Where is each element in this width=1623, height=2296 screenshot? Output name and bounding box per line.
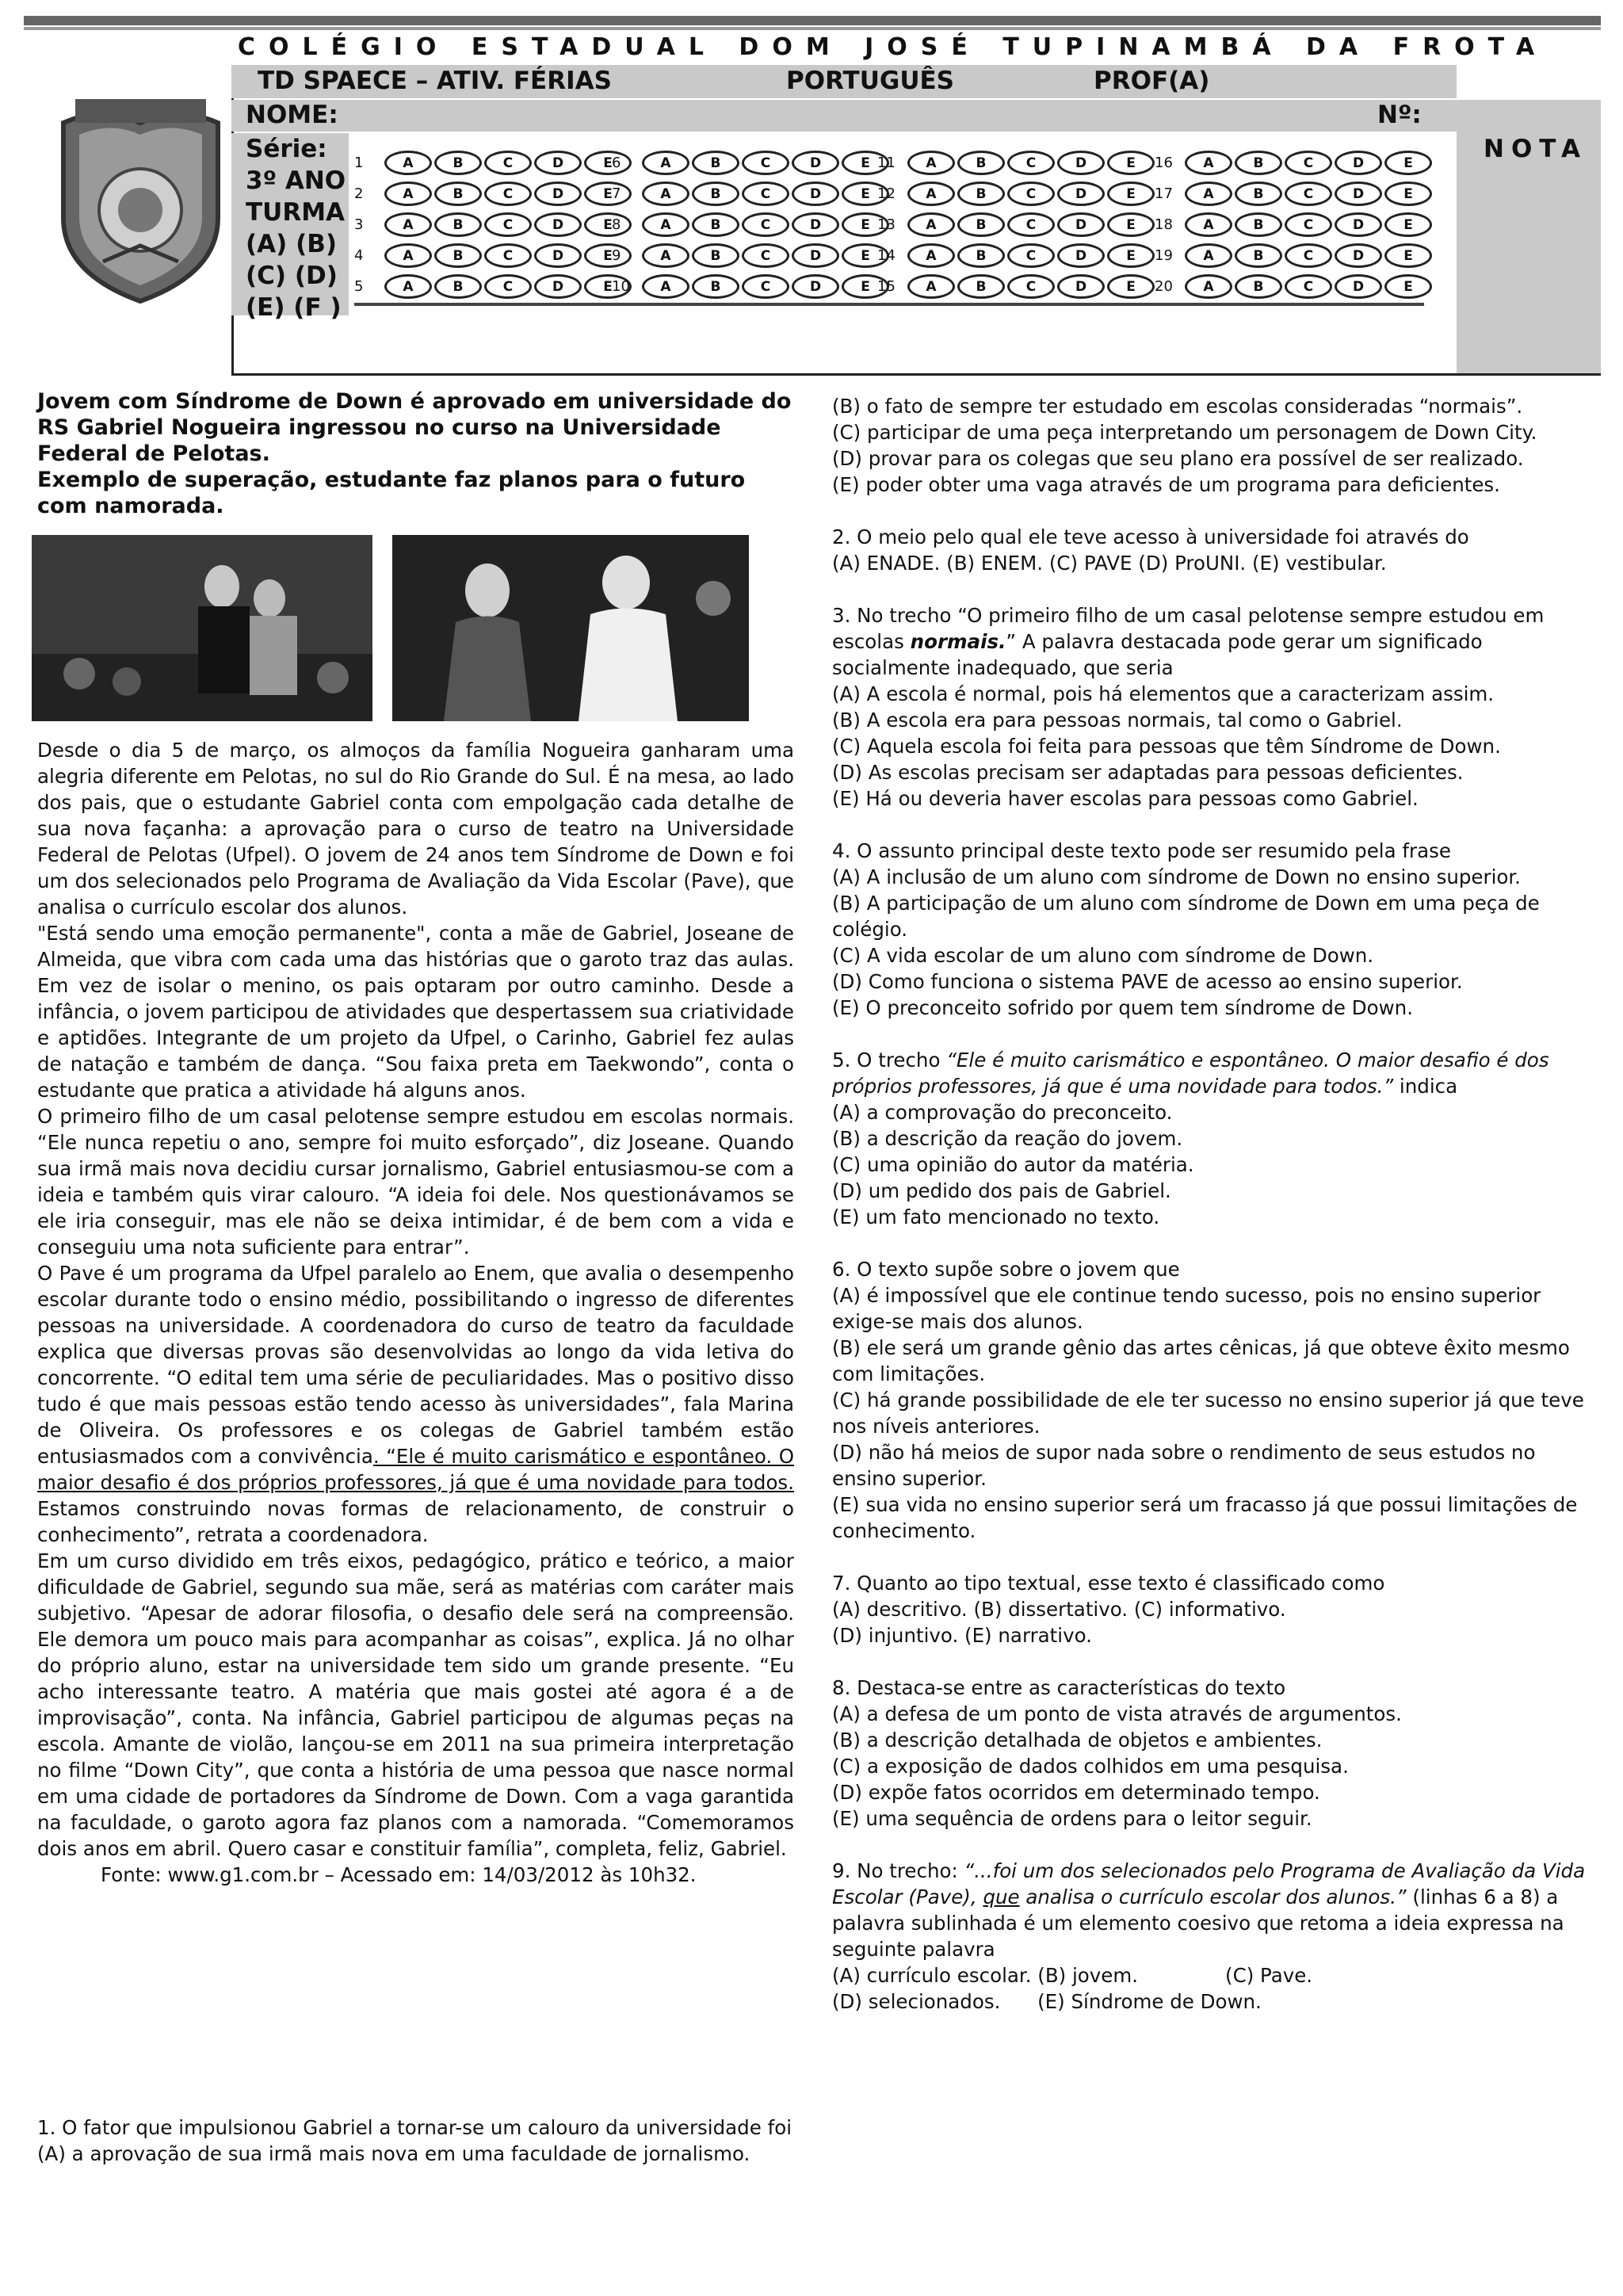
answer-bubble[interactable]: C	[1007, 243, 1055, 268]
answer-number: 17	[1155, 185, 1173, 202]
answer-column	[877, 147, 1157, 302]
answer-bubble[interactable]: D	[792, 181, 839, 206]
answer-row	[877, 209, 1157, 240]
question-option: (E) um fato mencionado no texto.	[832, 1205, 1160, 1228]
answer-bubble[interactable]: D	[1057, 243, 1105, 268]
answer-number: 20	[1155, 278, 1173, 295]
highlighted-word: normais.	[910, 630, 1006, 653]
question-text: (linhas 6 a 8) a palavra sublinhada é um elemento coesivo que retoma a ideia expressa na seguinte palavra	[832, 1885, 1564, 1961]
answer-bubble[interactable]: C	[1007, 212, 1055, 237]
grade-label: NOTA	[1484, 135, 1588, 163]
article-body	[37, 737, 794, 1888]
top-rule-thin	[24, 27, 1601, 30]
article-paragraph	[37, 1260, 794, 1548]
answer-bubble[interactable]: C	[1285, 274, 1332, 299]
answer-bubble[interactable]: D	[1335, 151, 1382, 175]
answer-bubble[interactable]: A	[907, 212, 955, 237]
answer-bubble[interactable]: E	[1107, 274, 1155, 299]
answer-bubble[interactable]: C	[742, 274, 789, 299]
answer-bubble[interactable]: A	[907, 243, 955, 268]
grade-line: TURMA	[246, 198, 346, 227]
answer-bubble[interactable]: D	[1335, 212, 1382, 237]
answer-row	[1155, 209, 1434, 240]
answer-bubble[interactable]: D	[534, 243, 582, 268]
grade-line: (E) (F )	[246, 293, 342, 322]
answer-bubble[interactable]: E	[1384, 181, 1432, 206]
answer-number: 3	[354, 216, 364, 233]
answer-number: 11	[877, 155, 896, 171]
article-source: Fonte: www.g1.com.br – Acessado em: 14/03/2012 às 10h32.	[101, 1863, 697, 1886]
answer-bubble[interactable]: A	[1185, 151, 1232, 175]
answer-bubble[interactable]: D	[792, 274, 839, 299]
article-headline: Jovem com Síndrome de Down é aprovado em universidade do RS Gabriel Nogueira ingressou no curso na Universidade Federal de Pelotas.	[37, 389, 792, 466]
answer-bubble[interactable]: E	[842, 243, 889, 268]
subject-label: PORTUGUÊS	[786, 67, 954, 95]
photo-celebration	[392, 535, 749, 721]
question-option: (C) a exposição de dados colhidos em uma pesquisa.	[832, 1755, 1349, 1778]
answer-number: 8	[612, 216, 621, 233]
question-option: (D) expõe fatos ocorridos em determinado tempo.	[832, 1781, 1320, 1804]
grade-box	[1457, 100, 1601, 373]
answer-bubble[interactable]: A	[642, 212, 689, 237]
answer-bubble[interactable]: D	[1057, 212, 1105, 237]
answer-bubble[interactable]: A	[384, 274, 432, 299]
question-stem	[832, 1858, 1589, 1962]
answer-bubble[interactable]: D	[1335, 274, 1382, 299]
answer-bubble[interactable]: B	[434, 274, 482, 299]
name-row	[231, 100, 1601, 132]
article-paragraph: O primeiro filho de um casal pelotense sempre estudou em escolas normais. “Ele nunca repetiu o ano, sempre foi muito esforçado”, diz Joseane. Quando sua irmã mais nova decidiu cursar jornalismo, Gabriel entusiasmou-se com a ideia e também quis virar calouro. “A ideia foi dele. Nos questionávamos se ele iria conseguir, mas ele não se deixa intimidar, é de bem com a vida e conseguiu uma nota suficiente para entrar”.	[37, 1105, 794, 1259]
question-option: (A) ENADE. (B) ENEM. (C) PAVE (D) ProUNI. (E) vestibular.	[832, 552, 1387, 575]
answer-row	[354, 271, 634, 302]
answer-bubble[interactable]: A	[1185, 243, 1232, 268]
answer-row	[354, 240, 634, 271]
answer-number: 19	[1155, 247, 1173, 264]
grade-class-box	[231, 133, 349, 322]
answer-row	[612, 240, 892, 271]
question-option: (C) uma opinião do autor da matéria.	[832, 1153, 1194, 1176]
grade-line: (C) (D)	[246, 262, 338, 290]
question-stem: 8. Destaca-se entre as características do texto	[832, 1676, 1286, 1699]
question-option: (A) A escola é normal, pois há elementos que a caracterizam assim.	[832, 682, 1495, 705]
answer-column	[1155, 147, 1434, 302]
answer-row	[1155, 240, 1434, 271]
answer-bubble[interactable]: E	[584, 274, 632, 299]
answer-bubble[interactable]: B	[957, 212, 1005, 237]
answer-row	[1155, 178, 1434, 209]
answer-bubble[interactable]: B	[957, 181, 1005, 206]
answer-bubble[interactable]: B	[692, 151, 739, 175]
answer-bubble[interactable]: B	[1235, 274, 1282, 299]
question-option: (B) ele será um grande gênio das artes cênicas, já que obteve êxito mesmo com limitações.	[832, 1336, 1570, 1385]
article-paragraph: Desde o dia 5 de março, os almoços da família Nogueira ganharam uma alegria diferente em Pelotas, no sul do Rio Grande do Sul. É na mesa, ao lado dos pais, que o estudante Gabriel conta com empolgação cada detalhe de sua nova façanha: a aprovação para o curso de teatro na Universidade Federal de Pelotas (Ufpel). O jovem de 24 anos tem Síndrome de Down e foi um dos selecionados pelo Programa de Avaliação da Vida Escolar (Pave), que analisa o currículo escolar dos alunos.	[37, 739, 794, 919]
question-option: (E) O preconceito sofrido por quem tem síndrome de Down.	[832, 996, 1413, 1019]
answer-bubble[interactable]: D	[1057, 181, 1105, 206]
answer-bubble[interactable]: A	[642, 274, 689, 299]
question-text: 3. No trecho “O primeiro filho de um casal pelotense sempre estudou em escolas	[832, 604, 1545, 653]
answer-number: 18	[1155, 216, 1173, 233]
answer-bubble[interactable]: A	[642, 181, 689, 206]
grade-line: (A) (B)	[246, 230, 338, 258]
answer-row	[612, 178, 892, 209]
answer-bubble[interactable]: E	[1107, 243, 1155, 268]
answer-bubble[interactable]: C	[484, 274, 532, 299]
answer-bubble[interactable]: B	[434, 151, 482, 175]
answer-number: 2	[354, 185, 364, 202]
article-heading	[37, 388, 798, 519]
question-option	[832, 1962, 1589, 1988]
answer-bubble[interactable]: C	[1285, 181, 1332, 206]
answer-bubble[interactable]: B	[957, 151, 1005, 175]
answer-bubble[interactable]: E	[842, 212, 889, 237]
answer-bubble[interactable]: D	[534, 181, 582, 206]
answer-bubble[interactable]: B	[434, 181, 482, 206]
question-stem: 7. Quanto ao tipo textual, esse texto é classificado como	[832, 1572, 1385, 1595]
question-stem	[832, 1047, 1589, 1099]
question-option: (D) não há meios de supor nada sobre o rendimento de seus estudos no ensino superior.	[832, 1441, 1536, 1490]
quoted-excerpt: “Ele é muito carismático e espontâneo. O maior desafio é dos próprios professores, já que é uma novidade para todos.”	[832, 1049, 1549, 1098]
school-crest-icon	[55, 99, 226, 305]
question-option: (D) As escolas precisam ser adaptadas para pessoas deficientes.	[832, 761, 1464, 784]
answer-bubble[interactable]: A	[907, 274, 955, 299]
answer-bubble[interactable]: E	[584, 151, 632, 175]
question-stem: 6. O texto supõe sobre o jovem que	[832, 1258, 1180, 1281]
answer-bubble[interactable]: D	[1057, 274, 1105, 299]
answer-bubble[interactable]: B	[692, 212, 739, 237]
answer-bubble[interactable]: B	[692, 243, 739, 268]
article-text: Estamos construindo novas formas de relacionamento, de construir o conhecimento”, retrata a coordenadora.	[37, 1497, 794, 1546]
answer-row	[1155, 271, 1434, 302]
answer-bubble[interactable]: C	[484, 243, 532, 268]
question-stem	[832, 602, 1589, 681]
answer-number: 9	[612, 247, 621, 264]
answer-bubble[interactable]: C	[484, 181, 532, 206]
answer-number: 5	[354, 278, 364, 295]
answer-bubble[interactable]: C	[1285, 243, 1332, 268]
question-option: (C) Aquela escola foi feita para pessoas que têm Síndrome de Down.	[832, 735, 1501, 758]
question-option: (A) a aprovação de sua irmã mais nova em uma faculdade de jornalismo.	[37, 2142, 750, 2165]
quoted-excerpt: “...foi um dos selecionados pelo Programa de Avaliação da Vida Escolar (Pave),	[832, 1859, 1586, 1908]
article-paragraph: Em um curso dividido em três eixos, pedagógico, prático e teórico, a maior dificuldade de Gabriel, segundo sua mãe, será as matérias com caráter mais subjetivo. “Apesar de adorar filosofia, o desafio dele será na compreensão. Ele demora um pouco mais para acompanhar as coisas”, explica. Já no olhar do próprio aluno, estar na universidade tem sido um grande presente. “Eu acho interessante teatro. A matéria que mais gostei até agora é a de improvisação”, conta. Na infância, Gabriel participou de algumas peças na escola. Amante de violão, lançou-se em 2011 na sua primeira interpretação no filme “Down City”, que conta a história de uma pessoa que nasce normal em uma cidade de portadores da Síndrome de Down. Com a vaga garantida na faculdade, o garoto agora faz planos com a namorada. “Comemoramos dois anos em abril. Quero casar e constituir família”, completa, feliz, Gabriel.	[37, 1549, 794, 1860]
activity-row	[231, 65, 1457, 98]
answer-number: 1	[354, 155, 364, 171]
answer-bubble[interactable]: C	[1285, 212, 1332, 237]
answer-number: 15	[877, 278, 896, 295]
answer-bubble[interactable]: E	[1384, 274, 1432, 299]
answer-bubble[interactable]: D	[534, 151, 582, 175]
answer-number: 4	[354, 247, 364, 264]
question-text: ” A palavra destacada pode gerar um significado socialmente inadequado, que seria	[832, 630, 1483, 679]
answer-number: 10	[612, 278, 630, 295]
answer-row	[354, 209, 634, 240]
answer-bubble[interactable]: A	[1185, 212, 1232, 237]
answer-bubble[interactable]: C	[742, 151, 789, 175]
answer-row	[612, 209, 892, 240]
answer-bubble[interactable]: B	[1235, 212, 1282, 237]
question-option: (B) A escola era para pessoas normais, tal como o Gabriel.	[832, 709, 1403, 732]
name-label: NOME:	[246, 101, 338, 129]
question-option: (E) sua vida no ensino superior será um fracasso já que possui limitações de conhecimento.	[832, 1493, 1578, 1542]
answer-bubble[interactable]: C	[1285, 151, 1332, 175]
answer-row	[354, 178, 634, 209]
answer-bubble[interactable]: E	[1107, 181, 1155, 206]
answer-bubble[interactable]: A	[1185, 181, 1232, 206]
answer-bubble[interactable]: B	[1235, 181, 1282, 206]
answer-bubble[interactable]: D	[1335, 181, 1382, 206]
article-subheadline: Exemplo de superação, estudante faz planos para o futuro com namorada.	[37, 468, 746, 518]
answer-row	[612, 147, 892, 178]
quoted-excerpt: analisa o currículo escolar dos alunos.”	[1019, 1885, 1407, 1908]
question-stem: 4. O assunto principal deste texto pode ser resumido pela frase	[832, 839, 1451, 862]
answer-bubble[interactable]: D	[1335, 243, 1382, 268]
answer-bubble[interactable]: B	[957, 243, 1005, 268]
answer-bubble[interactable]: E	[1107, 151, 1155, 175]
answer-bubble[interactable]: E	[584, 243, 632, 268]
school-name: COLÉGIO ESTADUAL DOM JOSÉ TUPINAMBÁ DA FROTA	[238, 33, 1549, 61]
answer-bubble[interactable]: D	[792, 243, 839, 268]
answer-column	[612, 147, 892, 302]
answer-bubble[interactable]: C	[484, 212, 532, 237]
answer-bubble[interactable]: A	[384, 212, 432, 237]
question-option: (B) A participação de um aluno com síndrome de Down em uma peça de colégio.	[832, 892, 1540, 941]
answer-column	[354, 147, 634, 302]
answer-number: 14	[877, 247, 896, 264]
answer-bubble[interactable]: D	[534, 212, 582, 237]
answer-bubble[interactable]: E	[842, 274, 889, 299]
answer-bubble[interactable]: E	[584, 181, 632, 206]
answer-number: 16	[1155, 155, 1173, 171]
question-option: (B) o fato de sempre ter estudado em escolas consideradas “normais”.	[832, 395, 1523, 418]
answer-bubble[interactable]: C	[484, 151, 532, 175]
answer-bubble[interactable]: A	[1185, 274, 1232, 299]
question-option: (E) Há ou deveria haver escolas para pessoas como Gabriel.	[832, 787, 1419, 810]
answer-row	[877, 178, 1157, 209]
answer-number: 12	[877, 185, 896, 202]
answer-bubble[interactable]: C	[742, 181, 789, 206]
answer-number: 6	[612, 155, 621, 171]
answer-bubble[interactable]: A	[384, 243, 432, 268]
question-option: (A) é impossível que ele continue tendo sucesso, pois no ensino superior exige-se mais dos alunos.	[832, 1284, 1541, 1333]
question-option: (B) a descrição detalhada de objetos e ambientes.	[832, 1729, 1323, 1752]
answer-bubble[interactable]: E	[842, 181, 889, 206]
answer-sheet	[354, 147, 1424, 306]
answer-bubble[interactable]: B	[957, 274, 1005, 299]
question-1	[37, 2115, 794, 2167]
activity-label: TD SPAECE – ATIV. FÉRIAS	[258, 67, 612, 95]
answer-bubble[interactable]: E	[1107, 212, 1155, 237]
answer-bubble[interactable]: D	[534, 274, 582, 299]
question-option: (A) a defesa de um ponto de vista através de argumentos.	[832, 1702, 1402, 1725]
article-text: O Pave é um programa da Ufpel paralelo ao Enem, que avalia o desempenho escolar durante todo o ensino médio, possibilitando o ingresso de diferentes pessoas na universidade. A coordenadora do curso de teatro da faculdade explica que diversas provas são desenvolvidas ao longo da vida letiva do concorrente. “O edital tem uma série de peculiaridades. Mas o positivo disso tudo é que mais pessoas estão tendo acesso às universidades”, fala Marina de Oliveira. Os professores e os colegas de Gabriel também estão entusiasmados com a convivência	[37, 1262, 794, 1468]
answer-bubble[interactable]: E	[1384, 151, 1432, 175]
article-paragraph: "Está sendo uma emoção permanente", conta a mãe de Gabriel, Joseane de Almeida, que vibra com cada uma das histórias que o garoto traz das aulas. Em vez de isolar o menino, os pais optaram por outro caminho. Desde a infância, o jovem participou de atividades que despertassem sua criatividade e aptidões. Integrante de um projeto da Ufpel, o Carinho, Gabriel fez aulas de natação e também de dança. “Sou faixa preta em Taekwondo”, conta o estudante que pratica a atividade há alguns anos.	[37, 922, 794, 1102]
answer-bubble[interactable]: B	[1235, 243, 1282, 268]
question-option: (A) descritivo. (B) dissertativo. (C) informativo.	[832, 1598, 1286, 1621]
answer-bubble[interactable]: A	[907, 151, 955, 175]
answer-number: 7	[612, 185, 621, 202]
teacher-label: PROF(A)	[1094, 67, 1210, 95]
answer-bubble[interactable]: A	[642, 243, 689, 268]
answer-row	[877, 240, 1157, 271]
underlined-word: que	[983, 1885, 1020, 1908]
questions-column	[832, 393, 1589, 2015]
answer-bubble[interactable]: D	[1057, 151, 1105, 175]
answer-row	[1155, 147, 1434, 178]
question-option: (C) há grande possibilidade de ele ter sucesso no ensino superior já que teve nos níveis anteriores.	[832, 1389, 1584, 1438]
answer-bubble[interactable]: A	[642, 151, 689, 175]
underlined-quote: . “Ele é muito carismático e espontâneo. O maior desafio é dos próprios professores, já que é uma novidade para todos.	[37, 1445, 795, 1494]
question-option: (D) Como funciona o sistema PAVE de acesso ao ensino superior.	[832, 970, 1463, 993]
question-option: (E) poder obter uma vaga através de um programa para deficientes.	[832, 473, 1500, 496]
answer-bubble[interactable]: A	[384, 151, 432, 175]
question-option: (D) provar para os colegas que seu plano era possível de ser realizado.	[832, 447, 1524, 470]
answer-row	[354, 147, 634, 178]
question-text: 5. O trecho	[832, 1049, 947, 1072]
number-label: Nº:	[1377, 101, 1422, 129]
answer-bubble[interactable]: A	[907, 181, 955, 206]
question-option: (B) a descrição da reação do jovem.	[832, 1127, 1183, 1150]
answer-bubble[interactable]: E	[1384, 243, 1432, 268]
question-option: (C) participar de uma peça interpretando um personagem de Down City.	[832, 421, 1537, 444]
answer-bubble[interactable]: D	[792, 212, 839, 237]
answer-bubble[interactable]: D	[792, 151, 839, 175]
answer-number: 13	[877, 216, 896, 233]
question-text: indica	[1393, 1075, 1458, 1098]
photo-graduation	[32, 535, 372, 721]
option-text: (A) currículo escolar. (B) jovem.	[832, 1964, 1139, 1987]
answer-bubble[interactable]: B	[692, 181, 739, 206]
question-option: (C) A vida escolar de um aluno com síndrome de Down.	[832, 944, 1374, 967]
option-text: (C) Pave.	[1225, 1964, 1313, 1987]
answer-bubble[interactable]: B	[1235, 151, 1282, 175]
question-stem: 1. O fator que impulsionou Gabriel a tornar-se um calouro da universidade foi	[37, 2116, 792, 2139]
answer-bubble[interactable]: E	[842, 151, 889, 175]
answer-bubble[interactable]: E	[584, 212, 632, 237]
question-option: (D) injuntivo. (E) narrativo.	[832, 1624, 1092, 1647]
question-option: (A) A inclusão de um aluno com síndrome de Down no ensino superior.	[832, 865, 1521, 888]
question-option: (D) selecionados. (E) Síndrome de Down.	[832, 1990, 1262, 2013]
question-option: (A) a comprovação do preconceito.	[832, 1101, 1173, 1124]
answer-bubble[interactable]: B	[434, 243, 482, 268]
answer-row	[877, 147, 1157, 178]
question-option: (E) uma sequência de ordens para o leitor seguir.	[832, 1807, 1312, 1830]
top-rule	[24, 16, 1601, 25]
grade-line: 3º ANO	[246, 166, 346, 195]
answer-bubble[interactable]: C	[742, 212, 789, 237]
answer-bubble[interactable]: C	[1007, 181, 1055, 206]
answer-row	[612, 271, 892, 302]
answer-bubble[interactable]: E	[1384, 212, 1432, 237]
question-stem: 2. O meio pelo qual ele teve acesso à universidade foi através do	[832, 525, 1469, 548]
answer-bubble[interactable]: B	[434, 212, 482, 237]
answer-bubble[interactable]: A	[384, 181, 432, 206]
grade-line: Série:	[246, 135, 327, 163]
answer-bubble[interactable]: C	[742, 243, 789, 268]
answer-bubble[interactable]: C	[1007, 274, 1055, 299]
question-option: (D) um pedido dos pais de Gabriel.	[832, 1179, 1171, 1202]
question-text: 9. No trecho:	[832, 1859, 964, 1882]
answer-row	[877, 271, 1157, 302]
answer-bubble[interactable]: C	[1007, 151, 1055, 175]
answer-bubble[interactable]: B	[692, 274, 739, 299]
